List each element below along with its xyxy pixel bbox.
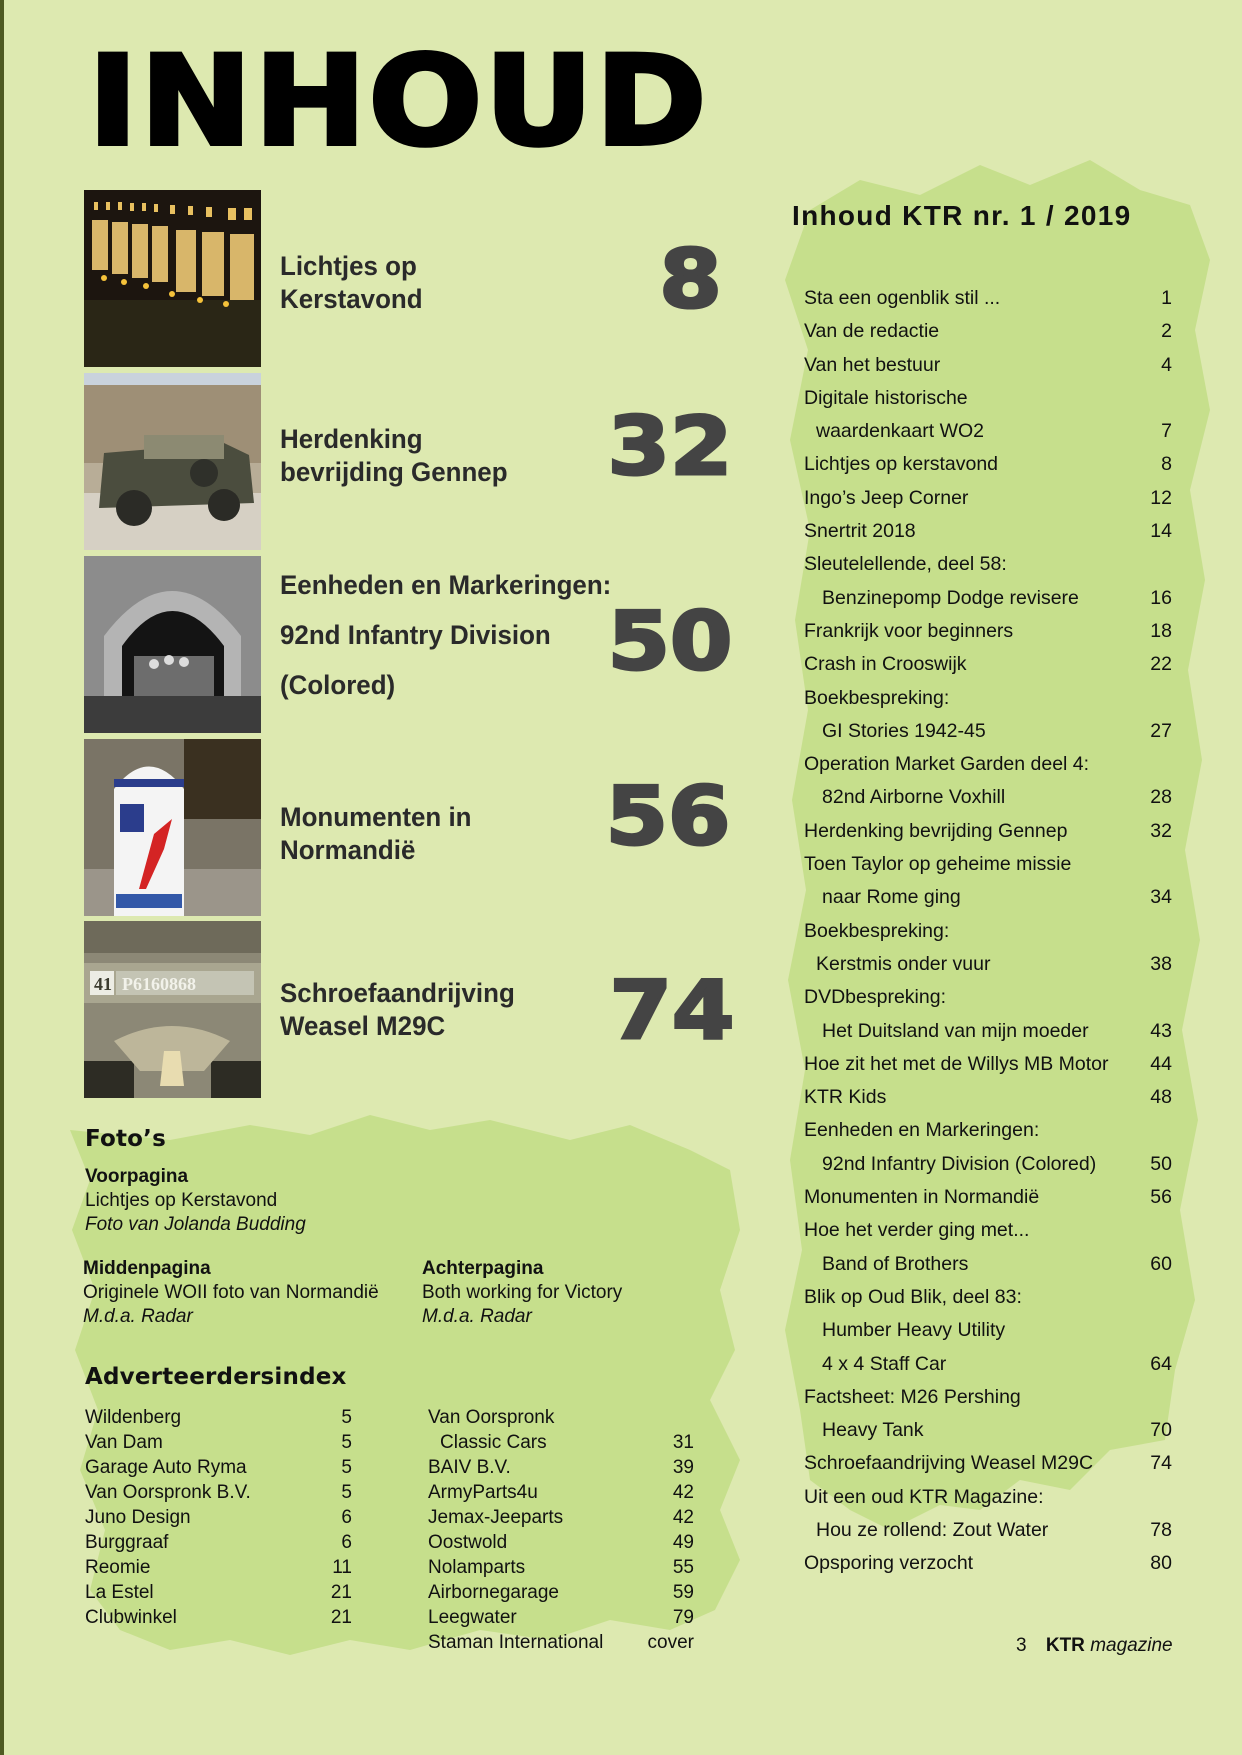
toc-entry-label: 82nd Airborne Voxhill bbox=[822, 786, 1006, 809]
toc-entry-label: Hoe zit het met de Willys MB Motor bbox=[804, 1052, 1109, 1075]
advertiser-page: 5 bbox=[341, 1432, 352, 1453]
toc-entry[interactable] bbox=[804, 282, 1172, 315]
toc-entry[interactable] bbox=[804, 848, 1172, 881]
feature-item[interactable] bbox=[84, 373, 734, 549]
feature-title-line: Schroefaandrijving bbox=[280, 978, 515, 1008]
toc-entry-label: Humber Heavy Utility bbox=[822, 1319, 1006, 1342]
fotos-voorpagina bbox=[85, 1165, 306, 1237]
fotos-middenpagina-heading: Middenpagina bbox=[83, 1258, 211, 1279]
toc-entry-label: Schroefaandrijving Weasel M29C bbox=[804, 1452, 1094, 1475]
toc-entry-label: Toen Taylor op geheime missie bbox=[804, 853, 1072, 876]
fotos-achterpagina bbox=[422, 1257, 622, 1329]
feature-title-line: Weasel M29C bbox=[280, 1011, 446, 1041]
toc-entry[interactable] bbox=[804, 815, 1172, 848]
feature-page-number: 32 bbox=[607, 400, 732, 493]
toc-entry-page: 56 bbox=[1150, 1186, 1172, 1209]
toc-entry-page bbox=[1138, 748, 1172, 781]
toc-entry-label: Sleutelellende, deel 58: bbox=[804, 553, 1007, 576]
advertiser-entry bbox=[85, 1505, 352, 1530]
toc-entry-page: 74 bbox=[1150, 1452, 1172, 1475]
page-footer bbox=[1016, 1635, 1173, 1657]
toc-entry-page: 2 bbox=[1161, 320, 1172, 343]
advertiser-entry bbox=[428, 1430, 694, 1455]
toc-entry-page bbox=[1138, 1114, 1172, 1147]
advertiser-name: Garage Auto Ryma bbox=[85, 1457, 247, 1478]
page-edge-bar bbox=[0, 0, 4, 1755]
advertiser-entry bbox=[85, 1580, 352, 1605]
advertiser-entry bbox=[428, 1505, 694, 1530]
toc-entry-page: 22 bbox=[1150, 653, 1172, 676]
toc-entry[interactable] bbox=[804, 448, 1172, 481]
toc-entry[interactable] bbox=[804, 748, 1172, 781]
toc-entry-label: Frankrijk voor beginners bbox=[804, 619, 1014, 642]
toc-entry-page: 43 bbox=[1150, 1019, 1172, 1042]
toc-entry-label: Eenheden en Markeringen: bbox=[804, 1119, 1040, 1142]
toc-entry-label: Blik op Oud Blik, deel 83: bbox=[804, 1285, 1022, 1308]
toc-entry[interactable] bbox=[804, 1481, 1172, 1514]
toc-entry[interactable] bbox=[804, 915, 1172, 948]
toc-entry[interactable] bbox=[804, 382, 1172, 415]
fotos-achterpagina-credit: M.d.a. Radar bbox=[422, 1306, 532, 1327]
toc-entry[interactable] bbox=[804, 981, 1172, 1014]
page-number: 3 bbox=[1016, 1635, 1027, 1656]
toc-entry-label: Hou ze rollend: Zout Water bbox=[816, 1518, 1049, 1541]
feature-item[interactable] bbox=[84, 556, 734, 732]
advertiser-name: La Estel bbox=[85, 1582, 154, 1603]
toc-entry-label: Digitale historische bbox=[804, 386, 968, 409]
toc-entry-page: 18 bbox=[1150, 619, 1172, 642]
advertiser-entry bbox=[428, 1455, 694, 1480]
advertiser-page: cover bbox=[647, 1632, 694, 1653]
advertiser-entry bbox=[85, 1455, 352, 1480]
advertiser-entry bbox=[428, 1405, 694, 1430]
toc-entry-page: 7 bbox=[1161, 420, 1172, 443]
toc-entry-page: 44 bbox=[1150, 1052, 1172, 1075]
fotos-middenpagina bbox=[83, 1257, 379, 1329]
page-title: INHOUD bbox=[88, 30, 709, 174]
toc-entry-page bbox=[1138, 682, 1172, 715]
toc-entry-page: 12 bbox=[1150, 486, 1172, 509]
toc-entry-page: 14 bbox=[1150, 520, 1172, 543]
toc-entry[interactable] bbox=[804, 548, 1172, 581]
advertiser-entry bbox=[85, 1405, 352, 1430]
fotos-voorpagina-credit: Foto van Jolanda Budding bbox=[85, 1214, 306, 1235]
advertiser-page: 5 bbox=[341, 1407, 352, 1428]
toc-entry[interactable] bbox=[804, 1514, 1172, 1547]
toc-entry[interactable] bbox=[804, 881, 1172, 914]
toc-entry-label: Het Duitsland van mijn moeder bbox=[822, 1019, 1089, 1042]
toc-entry-label: Factsheet: M26 Pershing bbox=[804, 1385, 1021, 1408]
toc-entry-label: Van het bestuur bbox=[804, 353, 941, 376]
feature-title-line: Eenheden en Markeringen: bbox=[280, 570, 612, 600]
advertiser-entry bbox=[85, 1605, 352, 1630]
toc-entry-label: Heavy Tank bbox=[822, 1419, 924, 1442]
advertiser-entry bbox=[428, 1580, 694, 1605]
toc-entry-page: 50 bbox=[1150, 1152, 1172, 1175]
toc-entry-label: Hoe het verder ging met... bbox=[804, 1219, 1030, 1242]
toc-entry-page bbox=[1138, 548, 1172, 581]
toc-entry-label: Lichtjes op kerstavond bbox=[804, 453, 999, 476]
toc-entry[interactable] bbox=[804, 1447, 1172, 1480]
toc-title: Inhoud KTR nr. 1 / 2019 bbox=[792, 200, 1132, 231]
toc-entry-label: Kerstmis onder vuur bbox=[816, 952, 991, 975]
toc-entry-page bbox=[1138, 1214, 1172, 1247]
advertiser-page: 21 bbox=[330, 1582, 352, 1603]
toc-entry[interactable] bbox=[804, 1048, 1172, 1081]
feature-title-line: (Colored) bbox=[280, 670, 396, 700]
feature-title-line: bevrijding Gennep bbox=[280, 457, 508, 487]
advertiser-page: 39 bbox=[672, 1457, 694, 1478]
advertiser-entry bbox=[85, 1530, 352, 1555]
toc-entry-page: 64 bbox=[1150, 1352, 1172, 1375]
advertiser-name: Juno Design bbox=[85, 1507, 191, 1528]
toc-entry-label: waardenkaart WO2 bbox=[816, 420, 984, 443]
toc-entry-page bbox=[1138, 1481, 1172, 1514]
advertiser-name: Staman International bbox=[428, 1632, 604, 1653]
advertiser-name: Van Dam bbox=[85, 1432, 163, 1453]
fotos-voorpagina-heading: Voorpagina bbox=[85, 1166, 189, 1187]
advertiser-name: ArmyParts4u bbox=[428, 1482, 538, 1503]
advertiser-page: 6 bbox=[341, 1532, 352, 1553]
toc-entry-label: DVDbespreking: bbox=[804, 986, 946, 1009]
vehicle-serial-painted: P6160868 bbox=[122, 974, 196, 994]
toc-entry[interactable] bbox=[804, 1081, 1172, 1114]
toc-entry-page bbox=[1138, 848, 1172, 881]
advertiser-page: 5 bbox=[341, 1457, 352, 1478]
feature-item[interactable] bbox=[84, 190, 734, 366]
toc-entry-label: Benzinepomp Dodge revisere bbox=[822, 586, 1079, 609]
magazine-suffix: magazine bbox=[1090, 1635, 1173, 1656]
advertiser-page: 11 bbox=[332, 1557, 352, 1578]
advertiser-entry bbox=[428, 1605, 694, 1630]
toc-entry-label: Sta een ogenblik stil ... bbox=[804, 287, 1001, 309]
advertiser-page: 55 bbox=[672, 1557, 694, 1578]
toc-entry-label: Band of Brothers bbox=[822, 1252, 969, 1275]
advertiser-page: 21 bbox=[330, 1607, 352, 1628]
advertiser-entry bbox=[85, 1430, 352, 1455]
toc-entry-page: 8 bbox=[1161, 453, 1172, 476]
toc-entry[interactable] bbox=[804, 1114, 1172, 1147]
toc-entry-page: 60 bbox=[1150, 1252, 1172, 1275]
advertiser-entry bbox=[428, 1555, 694, 1580]
toc-entry[interactable] bbox=[804, 582, 1172, 615]
toc-entry[interactable] bbox=[804, 315, 1172, 348]
toc-entry-page bbox=[1138, 1381, 1172, 1414]
toc-entry-page: 28 bbox=[1150, 786, 1172, 809]
toc-entry-label: GI Stories 1942-45 bbox=[822, 719, 986, 742]
toc-entry-page bbox=[1138, 915, 1172, 948]
toc-entry-label: Uit een oud KTR Magazine: bbox=[804, 1485, 1044, 1508]
toc-entry-page: 16 bbox=[1150, 586, 1172, 609]
toc-entry[interactable] bbox=[804, 948, 1172, 981]
toc-entry[interactable] bbox=[804, 1248, 1172, 1281]
military-vehicle-photo bbox=[84, 373, 261, 550]
advertiser-page: 31 bbox=[672, 1432, 694, 1453]
feature-title-line: Lichtjes op bbox=[280, 251, 417, 281]
advertiser-name: Leegwater bbox=[428, 1607, 517, 1628]
advertiser-page: 42 bbox=[672, 1482, 694, 1503]
magazine-brand: KTR bbox=[1045, 1635, 1085, 1656]
feature-title-line: 92nd Infantry Division bbox=[280, 620, 551, 650]
toc-entry[interactable] bbox=[804, 1015, 1172, 1048]
advertisers-column-2 bbox=[428, 1405, 694, 1655]
feature-title-line: Herdenking bbox=[280, 424, 423, 454]
toc-entry-page: 27 bbox=[1150, 719, 1172, 742]
toc-entry-label: naar Rome ging bbox=[822, 886, 961, 909]
toc-entry-page bbox=[1138, 1314, 1172, 1347]
advertiser-page: 5 bbox=[341, 1482, 352, 1503]
feature-title-line: Kerstavond bbox=[280, 284, 423, 314]
feature-item[interactable] bbox=[84, 739, 734, 915]
advertiser-name: Reomie bbox=[85, 1557, 151, 1578]
advertiser-entry bbox=[428, 1480, 694, 1505]
toc-entry[interactable] bbox=[804, 615, 1172, 648]
toc-entry-page: 34 bbox=[1150, 886, 1172, 909]
advertiser-name: Jemax-Jeeparts bbox=[428, 1507, 564, 1528]
toc-entry[interactable] bbox=[804, 1214, 1172, 1247]
feature-item[interactable] bbox=[84, 921, 734, 1097]
feature-page-number: 56 bbox=[605, 770, 730, 863]
toc-entry-page: 4 bbox=[1161, 353, 1172, 376]
advertiser-name: Van Oorspronk B.V. bbox=[85, 1482, 251, 1503]
toc-entry[interactable] bbox=[804, 1547, 1172, 1580]
toc-entry[interactable] bbox=[804, 1414, 1172, 1447]
advertiser-entry bbox=[85, 1480, 352, 1505]
toc-entry-label: Snertrit 2018 bbox=[804, 520, 916, 543]
fotos-heading: Foto’s bbox=[85, 1126, 167, 1152]
advertiser-page: 59 bbox=[672, 1582, 694, 1603]
toc-entry[interactable] bbox=[804, 682, 1172, 715]
toc-entry[interactable] bbox=[804, 415, 1172, 448]
advertiser-name: Classic Cars bbox=[440, 1432, 547, 1453]
advertiser-name: Clubwinkel bbox=[85, 1607, 177, 1628]
toc-entry-page: 32 bbox=[1150, 819, 1172, 842]
advertiser-name: BAIV B.V. bbox=[428, 1457, 511, 1478]
fotos-achterpagina-heading: Achterpagina bbox=[422, 1258, 544, 1279]
feature-page-number: 74 bbox=[609, 964, 734, 1057]
advertiser-name: Nolamparts bbox=[428, 1557, 526, 1578]
toc-entry[interactable] bbox=[804, 1181, 1172, 1214]
advertiser-page: 6 bbox=[341, 1507, 352, 1528]
vehicle-number-painted: 41 bbox=[94, 974, 112, 994]
feature-title-line: Monumenten in bbox=[280, 802, 472, 832]
feature-title-line: Normandië bbox=[280, 835, 416, 865]
advertisers-heading: Adverteerdersindex bbox=[85, 1364, 347, 1390]
toc-entry-label: Operation Market Garden deel 4: bbox=[804, 753, 1090, 776]
toc-entry-label: Herdenking bevrijding Gennep bbox=[804, 819, 1068, 842]
toc-list bbox=[804, 282, 1172, 1581]
advertiser-name: Oostwold bbox=[428, 1532, 508, 1553]
toc-entry-label: Boekbespreking: bbox=[804, 686, 950, 709]
toc-entry[interactable] bbox=[804, 482, 1172, 515]
advertiser-entry bbox=[428, 1630, 694, 1655]
advertiser-page: 79 bbox=[672, 1607, 694, 1628]
toc-entry-label: Opsporing verzocht bbox=[804, 1552, 974, 1575]
toc-entry-page: 1 bbox=[1161, 287, 1172, 309]
fotos-achterpagina-line: Both working for Victory bbox=[422, 1282, 623, 1303]
toc-entry[interactable] bbox=[804, 515, 1172, 548]
toc-entry-label: 92nd Infantry Division (Colored) bbox=[822, 1152, 1097, 1175]
toc-entry[interactable] bbox=[804, 1381, 1172, 1414]
advertiser-entry bbox=[85, 1555, 352, 1580]
weasel-propeller-photo bbox=[84, 921, 261, 1098]
toc-entry-label: Boekbespreking: bbox=[804, 919, 950, 942]
toc-entry-label: Monumenten in Normandië bbox=[804, 1186, 1040, 1209]
toc-entry-label: KTR Kids bbox=[804, 1086, 887, 1109]
toc-entry-page: 38 bbox=[1150, 952, 1172, 975]
feature-page-number: 50 bbox=[607, 595, 732, 688]
advertiser-name: Wildenberg bbox=[85, 1407, 182, 1428]
advertisers-column-1 bbox=[85, 1405, 352, 1630]
toc-entry-page: 48 bbox=[1150, 1086, 1172, 1109]
toc-entry[interactable] bbox=[804, 1314, 1172, 1347]
toc-entry-label: Crash in Crooswijk bbox=[804, 653, 967, 676]
fotos-middenpagina-credit: M.d.a. Radar bbox=[83, 1306, 193, 1327]
advertiser-page: 42 bbox=[672, 1507, 694, 1528]
tunnel-troops-photo bbox=[84, 556, 261, 733]
toc-entry[interactable] bbox=[804, 1348, 1172, 1381]
liberty-road-marker-photo bbox=[84, 739, 261, 916]
toc-entry-label: 4 x 4 Staff Car bbox=[822, 1352, 947, 1375]
advertiser-name: Airbornegarage bbox=[428, 1582, 559, 1603]
advertiser-name: Van Oorspronk bbox=[428, 1407, 555, 1428]
toc-entry-page bbox=[1138, 382, 1172, 415]
toc-entry[interactable] bbox=[804, 349, 1172, 382]
fotos-voorpagina-line: Lichtjes op Kerstavond bbox=[85, 1190, 278, 1211]
advertiser-page: 49 bbox=[672, 1532, 694, 1553]
advertiser-entry bbox=[428, 1530, 694, 1555]
toc-entry[interactable] bbox=[804, 1281, 1172, 1314]
toc-entry-page bbox=[1138, 981, 1172, 1014]
toc-entry-page: 70 bbox=[1150, 1419, 1172, 1442]
toc-entry[interactable] bbox=[804, 1148, 1172, 1181]
toc-entry-label: Ingo’s Jeep Corner bbox=[804, 486, 969, 509]
advertiser-name: Burggraaf bbox=[85, 1532, 169, 1553]
toc-entry-page bbox=[1138, 1281, 1172, 1314]
fotos-middenpagina-line: Originele WOII foto van Normandië bbox=[83, 1282, 379, 1303]
toc-entry[interactable] bbox=[804, 648, 1172, 681]
candle-lights-graves-photo bbox=[84, 190, 261, 367]
toc-entry[interactable] bbox=[804, 715, 1172, 748]
toc-entry[interactable] bbox=[804, 781, 1172, 814]
toc-entry-label: Van de redactie bbox=[804, 320, 940, 343]
toc-entry-page: 78 bbox=[1150, 1518, 1172, 1541]
feature-page-number: 8 bbox=[659, 233, 722, 326]
toc-entry-page: 80 bbox=[1150, 1552, 1172, 1575]
